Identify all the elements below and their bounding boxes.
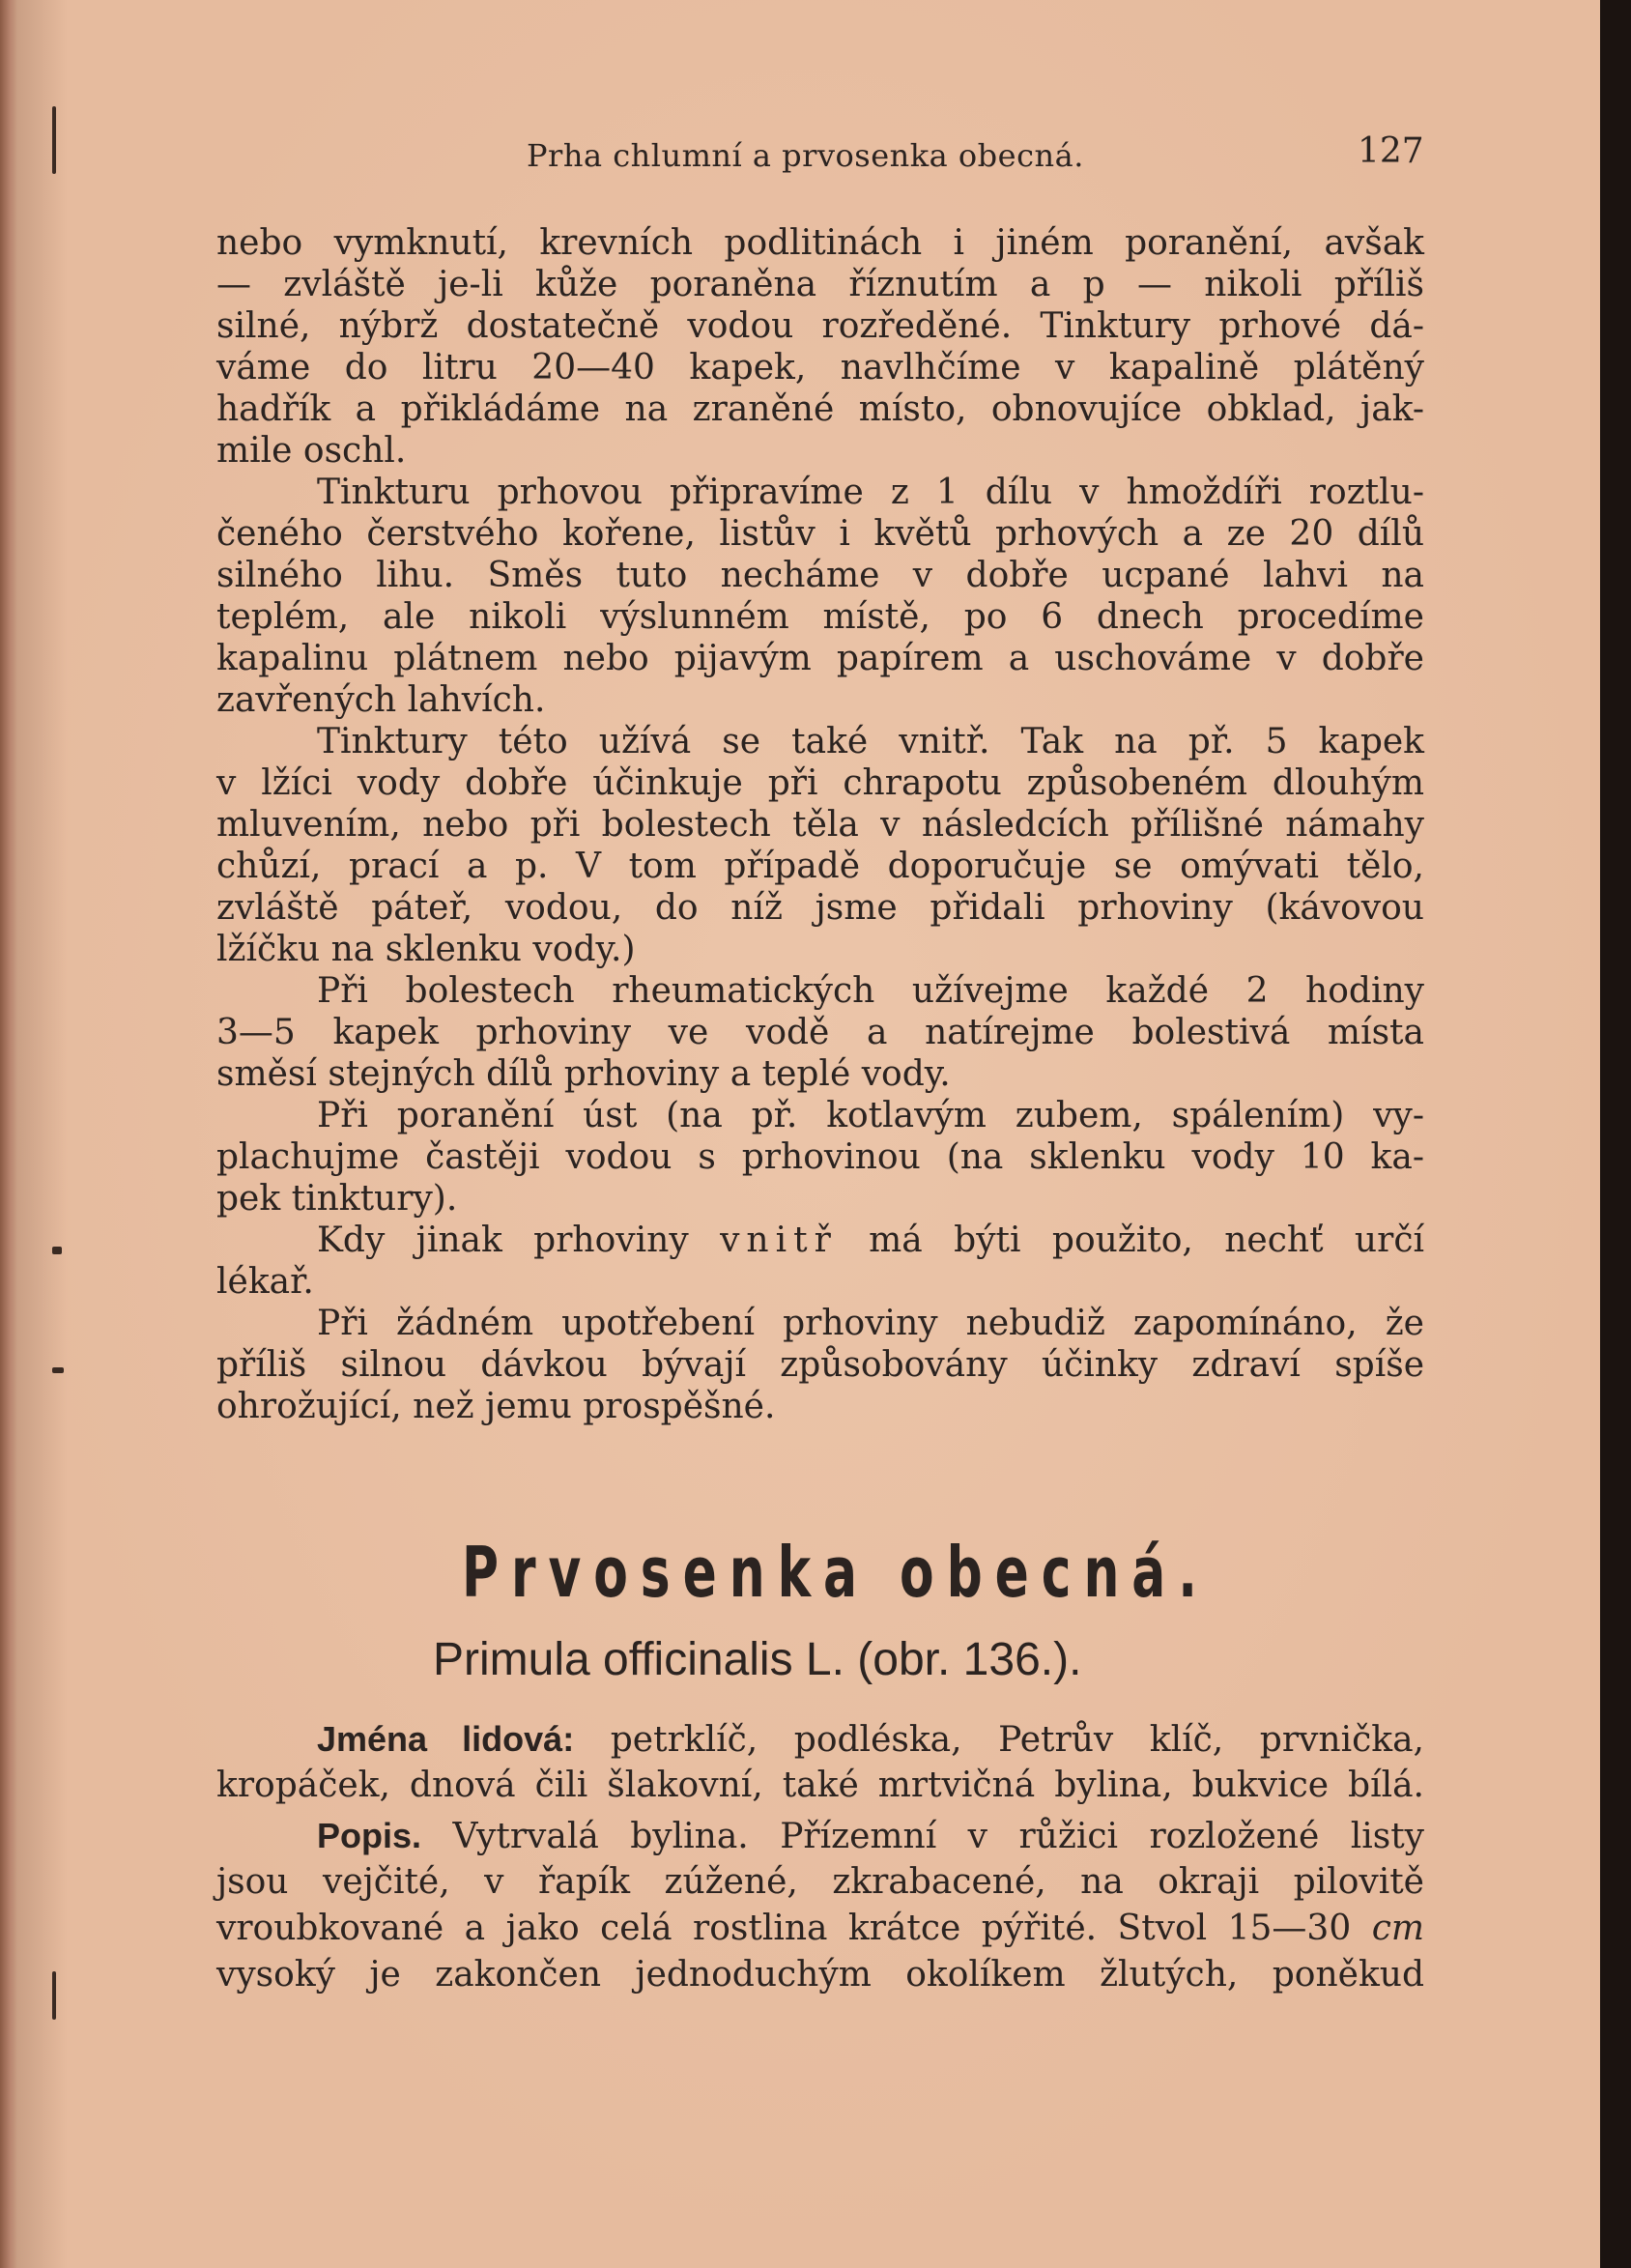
text-fragment: vroubkované a jako celá rostlina krátce pýřité. Stvol 15—30 bbox=[216, 1909, 1352, 1948]
binding-mark bbox=[52, 1971, 56, 2020]
text-line: lékař. bbox=[216, 1262, 314, 1302]
text-line: silné, nýbrž dostatečně vodou rozředěné. Tinktury prhové dá- bbox=[216, 306, 1424, 346]
text-line: jsou vejčité, v řapík zúžené, zkrabacené, na okraji pilovitě bbox=[216, 1862, 1424, 1902]
folk-names-text: petrklíč, podléska, Petrův klíč, prvnička, bbox=[610, 1720, 1424, 1760]
text-line: mile oschl. bbox=[216, 431, 407, 471]
text-line: vysoký je zakončen jednoduchým okolíkem žlutých, poněkud bbox=[216, 1955, 1424, 1995]
description-text: Vytrvalá bylina. Přízemní v růžici rozložené listy bbox=[452, 1817, 1424, 1856]
description-label: Popis. bbox=[317, 1816, 422, 1855]
page-number: 127 bbox=[1358, 131, 1424, 171]
text-line: směsí stejných dílů prhoviny a teplé vody. bbox=[216, 1054, 951, 1094]
section-subtitle: Primula officinalis L. (obr. 136.). bbox=[433, 1634, 1082, 1685]
text-line: mluvením, nebo při bolestech těla v následcích přílišné námahy bbox=[216, 805, 1424, 845]
text-line: pek tinktury). bbox=[216, 1179, 458, 1219]
text-line: čeného čerstvého kořene, listův i květů prhových a ze 20 dílů bbox=[216, 514, 1424, 554]
page-edge-shadow bbox=[1600, 0, 1616, 2268]
paragraph-first-line: Tinkturu prhovou připravíme z 1 dílu v hmoždíři roztlu- bbox=[317, 473, 1424, 512]
binding-mark bbox=[52, 1367, 64, 1373]
paragraph-first-line: Při poranění úst (na př. kotlavým zubem, spálením) vy- bbox=[317, 1096, 1424, 1135]
text-line: silného lihu. Směs tuto necháme v dobře ucpané lahvi na bbox=[216, 556, 1424, 595]
spaced-emphasis: vnitř bbox=[720, 1220, 838, 1260]
text-line: v lžíci vody dobře účinkuje při chrapotu způsobeném dlouhým bbox=[216, 763, 1424, 803]
text-line: zvláště páteř, vodou, do níž jsme přidali prhoviny (kávovou bbox=[216, 888, 1424, 928]
paragraph-first-line: Při žádném upotřebení prhoviny nebudiž zapomínáno, že bbox=[317, 1304, 1424, 1343]
text-fragment: má býti použito, nechť určí bbox=[869, 1220, 1424, 1260]
book-spine-shadow bbox=[0, 0, 17, 2268]
text-line: kapalinu plátnem nebo pijavým papírem a uschováme v dobře bbox=[216, 639, 1424, 678]
binding-mark bbox=[52, 106, 56, 174]
paragraph-first-line: Tinktury této užívá se také vnitř. Tak na př. 5 kapek bbox=[317, 722, 1424, 761]
text-line: ohrožující, než jemu prospěšné. bbox=[216, 1387, 776, 1426]
text-line: plachujme častěji vodou s prhovinou (na sklenku vody 10 ka- bbox=[216, 1137, 1424, 1177]
running-title: Prha chlumní a prvosenka obecná. bbox=[527, 137, 1084, 174]
text-line: teplém, ale nikoli výslunném místě, po 6 dnech procedíme bbox=[216, 597, 1424, 637]
text-line: 3—5 kapek prhoviny ve vodě a natírejme bolestivá místa bbox=[216, 1013, 1424, 1052]
paragraph-first-line bbox=[317, 1220, 1424, 1262]
text-line: váme do litru 20—40 kapek, navlhčíme v kapalině plátěný bbox=[216, 348, 1424, 388]
text-line: chůzí, prací a p. V tom případě doporučuje se omývati tělo, bbox=[216, 847, 1424, 886]
description-line bbox=[317, 1815, 1424, 1857]
text-line: nebo vymknutí, krevních podlitinách i jiném poranění, avšak bbox=[216, 223, 1424, 263]
text-line: — zvláště je-li kůže poraněna říznutím a p — nikoli příliš bbox=[216, 265, 1424, 304]
unit-cm: cm bbox=[1371, 1909, 1424, 1948]
text-line: kropáček, dnová čili šlakovní, také mrtvičná bylina, bukvice bílá. bbox=[216, 1766, 1424, 1805]
binding-mark bbox=[52, 1247, 62, 1254]
text-line: zavřených lahvích. bbox=[216, 680, 546, 720]
folk-names-line bbox=[317, 1718, 1424, 1761]
text-line: příliš silnou dávkou bývají způsobovány účinky zdraví spíše bbox=[216, 1345, 1424, 1385]
text-line: hadřík a přikládáme na zraněné místo, obnovujíce obklad, jak- bbox=[216, 389, 1424, 429]
section-title: Prvosenka obecná. bbox=[462, 1532, 1210, 1613]
paragraph-first-line: Při bolestech rheumatických užívejme každé 2 hodiny bbox=[317, 971, 1424, 1011]
folk-names-label: Jména lidová: bbox=[317, 1719, 575, 1759]
text-fragment: Kdy jinak prhoviny bbox=[317, 1220, 689, 1260]
text-line: lžíčku na sklenku vody.) bbox=[216, 930, 636, 969]
text-line bbox=[216, 1908, 1424, 1950]
